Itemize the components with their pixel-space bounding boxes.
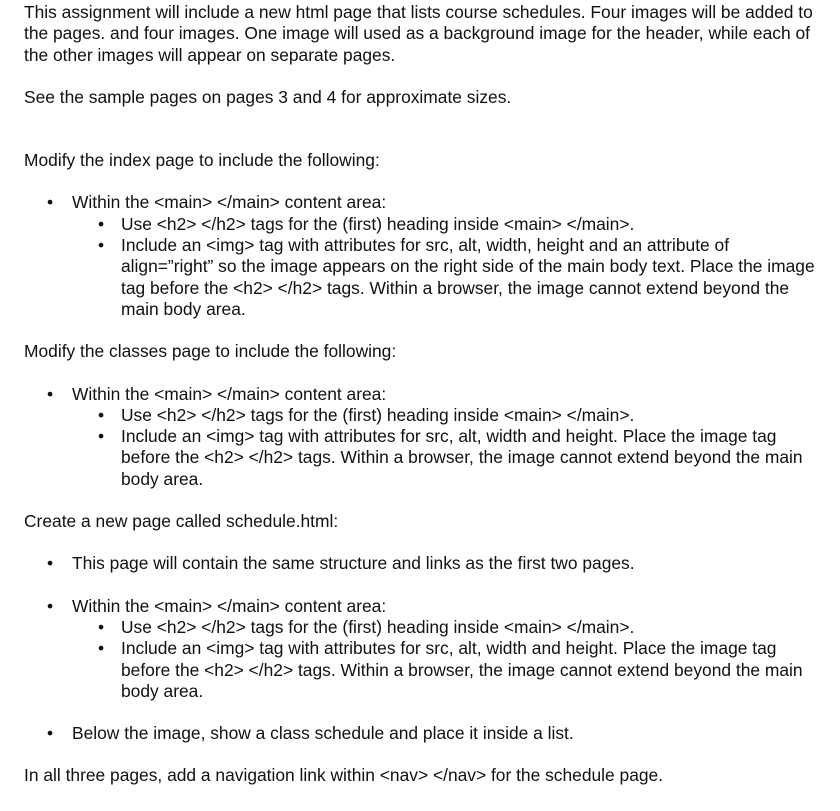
index-main-area-bullet: Within the <main> </main> content area:: [72, 192, 387, 213]
list-item: [72, 405, 824, 426]
classes-sub-list: [24, 405, 824, 490]
schedule-bullet-list: [24, 553, 824, 574]
classes-main-area-bullet: Within the <main> </main> content area:: [72, 383, 387, 404]
list-item: [24, 384, 824, 490]
schedule-list-bullet: Below the image, show a class schedule and place it inside a list.: [72, 723, 574, 744]
closing-instruction: In all three pages, add a navigation link within <nav> </nav> for the schedule page.: [24, 765, 664, 786]
list-item: [24, 596, 824, 702]
schedule-structure-bullet: This page will contain the same structure and links as the first two pages.: [72, 553, 635, 574]
document-body: [24, 2, 824, 787]
list-item: [72, 235, 824, 320]
list-item: [24, 553, 824, 574]
list-item: [24, 723, 824, 744]
list-item: [72, 638, 824, 702]
intro-paragraph: This assignment will include a new html page that lists course schedules. Four images will be added to the pages. and four images. One image will used as a background image for the header, while each of the other images will appear on separate pages.: [24, 2, 813, 65]
sample-pages-note: See the sample pages on pages 3 and 4 for approximate sizes.: [24, 86, 512, 107]
classes-img-instruction: Include an <img> tag with attributes for src, alt, width and height. Place the image tag before the <h2> </h2> tags. Within a browser, the image cannot extend beyond the main body area.: [121, 426, 803, 489]
schedule-sub-list: [24, 617, 824, 702]
index-img-instruction: Include an <img> tag with attributes for src, alt, width, height and an attribute of align=”right” so the image appears on the right side of the main body text. Place the image tag before the <h2> </h2> tags. Within a browser, the image cannot extend beyond the main body area.: [121, 235, 815, 319]
list-item: [72, 426, 824, 490]
index-section-heading: Modify the index page to include the following:: [24, 150, 380, 171]
schedule-list-bullet-list: [24, 723, 824, 744]
classes-section-heading: Modify the classes page to include the following:: [24, 341, 397, 362]
classes-bullet-list: [24, 384, 824, 490]
index-bullet-list: [24, 192, 824, 320]
schedule-main-list: [24, 596, 824, 702]
index-sub-list: [24, 214, 824, 320]
schedule-section-heading: Create a new page called schedule.html:: [24, 511, 339, 532]
index-h2-instruction: Use <h2> </h2> tags for the (first) heading inside <main> </main>.: [121, 213, 635, 234]
list-item: [72, 214, 824, 235]
list-item: [24, 192, 824, 320]
schedule-img-instruction: Include an <img> tag with attributes for src, alt, width and height. Place the image tag before the <h2> </h2> tags. Within a browser, the image cannot extend beyond the main body area.: [121, 638, 803, 701]
schedule-main-area-bullet: Within the <main> </main> content area:: [72, 595, 387, 616]
classes-h2-instruction: Use <h2> </h2> tags for the (first) heading inside <main> </main>.: [121, 404, 635, 425]
list-item: [72, 617, 824, 638]
schedule-h2-instruction: Use <h2> </h2> tags for the (first) heading inside <main> </main>.: [121, 616, 635, 637]
